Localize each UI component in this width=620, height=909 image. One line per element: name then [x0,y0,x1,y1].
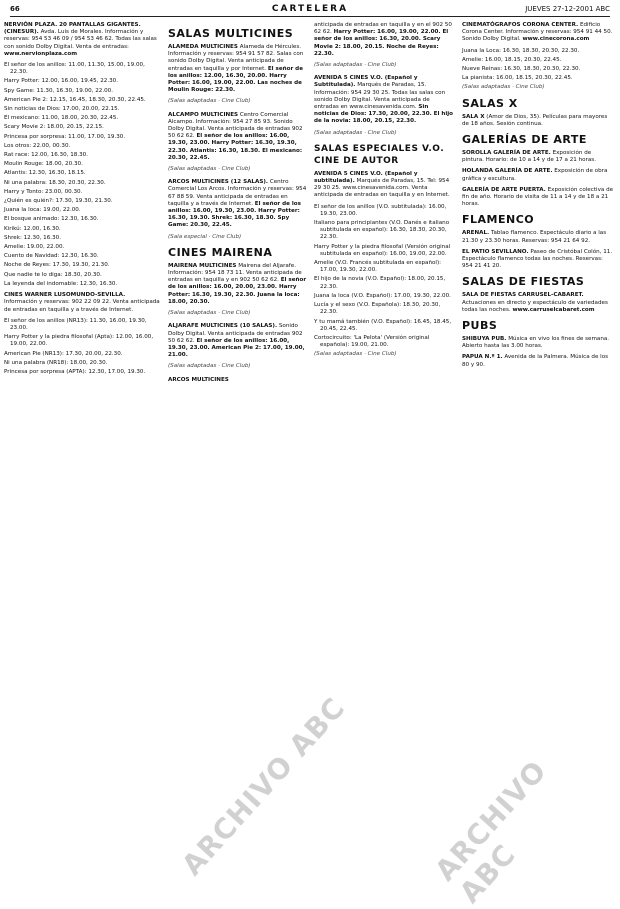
venue-block [4,22,160,58]
venue-note: (Salas adaptadas · Cine Club) [314,129,397,136]
venue-title: SALA X [462,113,485,120]
list-item: Amelie: 19.00, 22.00. [4,244,65,251]
list-item: Harry Potter y la piedra filosofal (Apta): 12.00, 16.00, 19.00, 22.00. [4,334,154,348]
venue-web: www.cinecorona.com [522,36,590,43]
listing-group-1 [4,62,160,288]
list-item: Noche de Reyes: 17.30, 19.30, 21.30. [4,262,110,269]
section-heading: FLAMENCO [462,213,535,227]
venue-title: CINEMATÓGRAFOS CORONA CENTER. [462,22,579,28]
section-heading: SALAS DE FIESTAS [462,275,585,289]
venue-text: Marqués de Paradas, 15. Tel: 954 29 30 25. www.cinesavenida.com. Venta anticipada de entradas en taquilla y en Internet. [314,178,450,199]
list-item: Juana la loca: 19.00, 22.00. [4,207,81,214]
venue-block [168,323,308,359]
venue-block [462,150,614,164]
venue-note: (Salas adaptadas · Cine Club) [168,98,251,105]
venue-title: ALJARAFE MULTICINES (10 SALAS). [168,323,278,330]
venue-text: Actuaciones en directo y espectáculo de variedades todas las noches. [462,299,608,313]
venue-text: Música en vivo los fines de semana. Abierto hasta las 3.00 horas. [462,336,610,350]
listing-group-2 [4,318,160,376]
column-3 [314,22,454,365]
list-item: Que nadie te lo diga: 18.30, 20.30. [4,271,102,278]
list-item: Los otros: 22.00, 00.30. [4,142,71,149]
venue-note: (Salas adaptadas · Cine Club) [462,84,545,91]
section-title: CARTELERA [271,4,349,14]
venue-title: ARENAL. [462,230,490,237]
list-item: Sin noticias de Dios: 17.00, 20.00, 22.15. [4,106,120,113]
list-item: Cortocircuito: 'La Pelota' (Versión original española): 19.00, 21.00. [314,334,430,349]
venue-block [4,292,160,314]
venue-block [462,249,614,271]
venue-text: Marqués de Paradas, 15. Información: 954 29 30 25. Todas las salas con sonido Dolby Digital. Venta anticipada de entradas en www.cinesavenida.com. [314,82,446,111]
venue-title: PAPUA N.º 1. [462,354,503,361]
venue-web: www.carruselcabaret.com [512,306,595,313]
venue-text: (Amor de Dios, 35). Películas para mayores de 18 años. Sesión continua. [462,113,608,127]
venue-title: SALA DE FIESTAS CARRUSEL-CABARET. [462,292,584,299]
venue-block [462,230,614,244]
venue-text: Paseo de Cristóbal Colón, 11. Espectáculo flamenco todas las noches. Reservas: 954 21 41 20. [462,248,613,270]
venue-text: Exposición de pintura. Horario: de 10 a 14 y de 17 a 21 horas. [462,150,596,164]
venue-note: (Sala especial · Cine Club) [168,233,242,240]
venue-title: ARCOS MULTICINES (12 SALAS). [168,179,269,186]
venue-listings: Harry Potter: 16.00, 19.00, 22.00. El señor de los anillos: 16.30, 20.00. Scary Movie 2: 18.00, 20.15. Noche de Reyes: 22.30. [314,29,449,57]
venue-note: (Salas adaptadas · Cine Club) [168,166,251,173]
list-item: Italiano para principiantes (V.O. Danés e italiano subtitulada en español): 16.30, 18.30, 20.30, 22.30. [314,220,450,241]
venue-block [168,377,308,384]
venue-title: GALERÍA DE ARTE PUERTA. [462,186,546,193]
venue-text: Exposición de obra gráfica y escultura. [462,168,608,182]
venue-text: Sonido Dolby Digital. Venta anticipada de entradas 902 50 62 62. [168,323,303,344]
venue-note: (Salas adaptadas · Cine Club) [314,351,397,358]
list-item: Princesa por sorpresa: 11.00, 17.00, 19.30. [4,133,126,140]
venue-block [462,354,614,368]
venue-text: Avda. Luis de Morales. Información y reservas: 954 53 46 09 / 954 53 46 62. Todas las salas con sonido Dolby Digital. Venta de entradas: [4,29,157,50]
column-1 [4,22,160,378]
list-item: ¿Quién es quién?: 17.30, 19.30, 21.30. [4,198,113,205]
venue-title: NERVIÓN PLAZA. 20 PANTALLAS GIGANTES. (CINESUR). [4,22,141,36]
venue-title: SOROLLA GALERÍA DE ARTE. [462,150,551,157]
list-item: Spy Game: 11.30, 16.30, 19.00, 22.00. [4,87,114,94]
venue-text: Mairena del Aljarafe. Información: 954 18 73 11. Venta anticipada de entradas en taquilla y en 902 50 62 62. [168,262,302,284]
venue-block [314,75,454,125]
venue-title: AVENIDA 5 CINES V.O. (Español y Subtitulada). [314,75,418,89]
page-number: 66 [10,5,20,13]
list-item: La leyenda del indomable: 12.30, 16.30. [4,280,118,287]
list-item: Princesa por sorpresa (APTA): 12.30, 17.00, 19.30. [4,368,146,375]
list-item: Amelie (V.O. Francés subtitulada en español): 17.00, 19.30, 22.00. [314,260,442,274]
section-heading: SALAS MULTICINES [168,27,294,40]
list-item: El señor de los anillos (NR13): 11.30, 16.00, 19.30, 23.00. [4,317,147,331]
section-heading: GALERÍAS DE ARTE [462,133,587,147]
section-heading: CINES MAIRENA [168,245,273,259]
venue-text: Tablao flamenco. Espectáculo diario a las 21.30 y 23.30 horas. Reservas: 954 21 64 92. [462,230,607,244]
venue-block [314,171,454,200]
venue-note: (Salas adaptadas · Cine Club) [314,62,397,69]
list-item: Shrek: 12.30, 16.30. [4,234,61,241]
venue-text: Centro Comercial Los Arcos. Información y reservas: 954 67 88 59. Venta anticipada de entradas en taquilla y a través de Internet. [168,179,307,207]
venue-title: CINES WARNER LUSOMUNDO-SEVILLA. [4,292,126,299]
listing-group-4 [462,48,614,83]
venue-listings: El señor de los anillos: 16.00, 19.30, 23.00. American Pie 2: 17.00, 19.00, 21.00. [168,337,305,359]
column-4 [462,22,614,373]
venue-text: Avenida de la Palmera. Música de los 80 y 90. [462,354,609,368]
venue-block [168,263,308,306]
venue-text: Información y reservas: 902 22 09 22. Venta anticipada de entradas en taquilla y a través de Internet. [4,299,160,313]
list-item: Harry Potter: 12.00, 16.00, 19.45, 22.30. [4,78,119,85]
list-item: El señor de los anillos: 11.00, 11.30, 15.00, 19.00, 22.30. [4,62,145,76]
venue-title: SHIBUYA PUB. [462,336,507,343]
list-item: Harry Potter y la piedra filosofal (Versión original subtitulada en español): 16.00, 19.00, 22.00. [314,243,451,257]
list-item: Nueve Reinas: 16.30, 18.30, 20.30, 22.30. [462,66,581,73]
venue-block [462,336,614,350]
venue-title: ALCAMPO MULTICINES [168,111,239,118]
venue-block [462,187,614,209]
column-2 [168,22,308,388]
venue-block [462,22,614,44]
venue-title: EL PATIO SEVILLANO. [462,248,529,255]
venue-title: HOLANDA GALERÍA DE ARTE. [462,168,553,175]
list-item: Kirikú: 12.00, 16.30. [4,225,61,232]
venue-text: anticipada de entradas en taquilla y en el 902 50 62 62. [314,22,452,36]
list-item: Amelie: 16.00, 18.15, 20.30, 22.45. [462,56,562,63]
section-heading: PUBS [462,319,498,333]
list-item: Ni una palabra (NR18): 18.00, 20.30. [4,359,108,366]
list-item: Juana la Loca: 16.30, 18.30, 20.30, 22.30. [462,47,580,54]
venue-block [462,292,614,314]
venue-block [168,179,308,229]
listing-group-3 [314,204,454,350]
list-item: El mexicano: 11.00, 18.00, 20.30, 22.45. [4,115,119,122]
list-item: El hijo de la novia (V.O. Español): 18.00, 20.15, 22.30. [314,276,446,290]
list-item: Juana la loca (V.O. Español): 17.00, 19.30, 22.00. [314,292,451,299]
venue-listings: El señor de los anillos: 12.00, 16.30, 20.00. Harry Potter: 16.00, 19.00, 22.00. Las noches de Moulin Rouge: 22.30. [168,65,303,94]
venue-block [462,114,614,128]
list-item: El bosque animado: 12.30, 16.30. [4,216,99,223]
issue-date: JUEVES 27-12-2001 ABC [525,5,610,13]
watermark: ARCHIVO ABC [428,754,554,909]
venue-title: AVENIDA 5 CINES V.O. (Español y subtitulada). [314,170,418,185]
list-item: Rat race: 12.00, 16.30, 18.30. [4,152,89,159]
list-item: Y tu mamá también (V.O. Español): 16.45, 18.45, 20.45, 22.45. [314,318,452,332]
list-item: Moulin Rouge: 18.00, 20.30. [4,161,83,168]
venue-text: Exposición colectiva de fin de año. Horario de visita de 11 a 14 y de 18 a 21 horas. [462,186,614,208]
venue-title: ARCOS MULTICINES [168,376,229,383]
list-item: American Pie 2: 12.15, 16.45, 18.30, 20.30, 22.45. [4,96,146,103]
venue-text: Centro Comercial Alcampo. Información: 954 27 85 93. Sonido Dolby Digital. Venta anticipada de entradas 902 50 62 62. [168,111,303,140]
venue-block [168,112,308,162]
list-item: La pianista: 16.00, 18.15, 20.30, 22.45. [462,75,573,82]
list-item: Atlantis: 12.30, 16.30, 18.15. [4,170,86,177]
venue-listings: El señor de los anillos: 16.00, 19.30, 23.00. Harry Potter: 16.30, 19.30. Shrek: 16.30, 18.30. Spy Game: 20.30, 22.45. [168,200,301,229]
list-item: Lucía y el sexo (V.O. Española): 18.30, 20.30, 22.30. [314,302,441,316]
venue-listings: El señor de los anillos: 16.00, 20.00, 23.00. Harry Potter: 16.30, 19.30, 22.30. Juana la loca: 18.00, 20.30. [168,277,307,305]
venue-block [462,168,614,182]
venue-title: MAIRENA MULTICINES [168,262,237,269]
list-item: Ni una palabra: 18.30, 20.30, 22.30. [4,179,106,186]
venue-block [168,44,308,94]
list-item: Scary Movie 2: 18.00, 20.15, 22.15. [4,124,104,131]
list-item: American Pie (NR13): 17.30, 20.00, 22.30. [4,350,123,357]
watermark: ARCHIVO ABC [175,691,352,882]
venue-listings: El señor de los anillos: 16.00, 19.30, 23.00. Harry Potter: 16.30, 19.30, 22.30. Atlantis: 16.30, 18.30. El mexicano: 20.30, 22.45. [168,133,303,161]
venue-note: (Salas adaptadas · Cine Club) [168,363,251,370]
venue-web: www.nervionplaza.com [4,50,78,57]
section-heading: SALAS X [462,96,518,110]
venue-listings: Sin noticias de Dios: 17.30, 20.00, 22.30. El hijo de la novia: 18.00, 20.15, 22.30. [314,104,454,125]
venue-note: (Salas adaptadas · Cine Club) [168,310,251,317]
list-item: Cuento de Navidad: 12.30, 16.30. [4,253,99,260]
section-heading: SALAS ESPECIALES V.O. CINE DE AUTOR [314,143,445,166]
list-item: Harry y Tonto: 23.00, 00.30. [4,188,83,195]
venue-title: ALAMEDA MULTICINES [168,44,238,50]
venue-text: Alameda de Hércules. Información y reservas: 954 91 57 82. Salas con sonido Dolby Digital. Venta anticipada de entradas en taquilla y por Internet. [168,44,304,72]
venue-block [314,22,454,58]
page-header [10,2,610,17]
list-item: El señor de los anillos (V.O. subtitulada): 16.00, 19.30, 23.00. [314,203,447,217]
venue-text: Edificio Corona Center. Información y reservas: 954 91 44 50. Sonido Dolby Digital. [462,22,613,43]
